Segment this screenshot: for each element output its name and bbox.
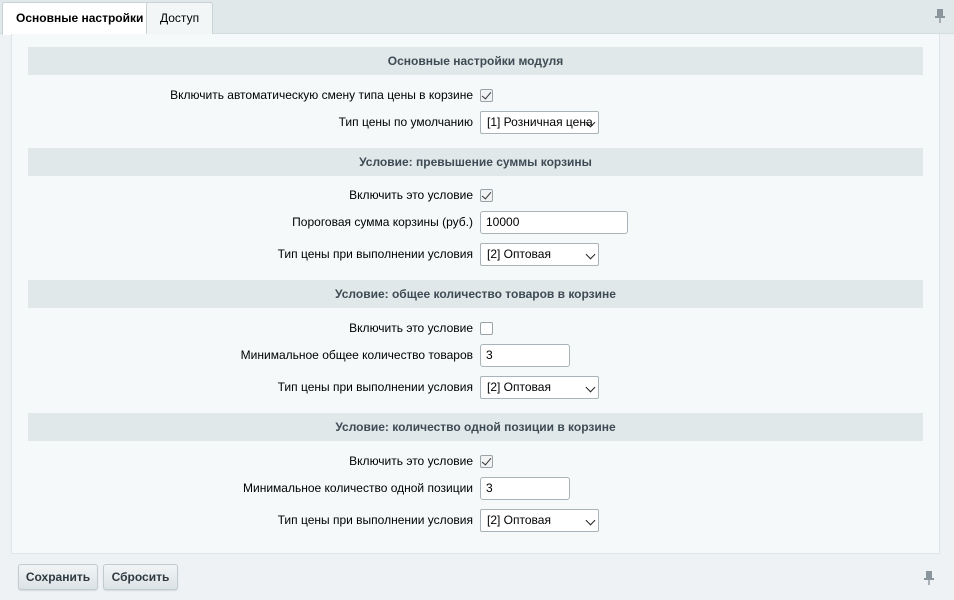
settings-panel bbox=[11, 34, 940, 554]
cart-sum-price-label: Тип цены при выполнении условия bbox=[277, 247, 473, 261]
total-qty-label: Минимальное общее количество товаров bbox=[240, 348, 473, 362]
default-price-select[interactable] bbox=[480, 111, 599, 134]
default-price-row bbox=[12, 111, 941, 133]
threshold-input[interactable]: 10000 bbox=[480, 211, 628, 234]
section-header-single-item-qty: Условие: количество одной позиции в корзине bbox=[28, 413, 923, 441]
single-qty-enable-checkbox[interactable] bbox=[480, 455, 493, 468]
single-qty-enable-label: Включить это условие bbox=[349, 454, 473, 468]
single-qty-input[interactable]: 3 bbox=[480, 477, 570, 500]
single-qty-price-select[interactable] bbox=[480, 509, 599, 532]
single-qty-enable-row bbox=[12, 450, 941, 472]
pin-icon[interactable] bbox=[922, 570, 936, 586]
total-qty-enable-label: Включить это условие bbox=[349, 321, 473, 335]
chevron-down-icon bbox=[586, 383, 596, 393]
threshold-label: Пороговая сумма корзины (руб.) bbox=[292, 215, 473, 229]
cart-sum-enable-checkbox[interactable] bbox=[480, 189, 493, 202]
section-header-cart-sum: Условие: превышение суммы корзины bbox=[28, 148, 923, 176]
total-qty-enable-row bbox=[12, 317, 941, 339]
section-header-total-qty: Условие: общее количество товаров в корзине bbox=[28, 280, 923, 308]
auto-switch-row bbox=[12, 84, 941, 106]
total-qty-price-label: Тип цены при выполнении условия bbox=[277, 380, 473, 394]
cart-sum-enable-row bbox=[12, 184, 941, 206]
default-price-label: Тип цены по умолчанию bbox=[338, 115, 473, 129]
tab-access[interactable]: Доступ bbox=[146, 2, 213, 34]
tab-main-settings[interactable]: Основные настройки bbox=[2, 2, 157, 35]
total-qty-row bbox=[12, 344, 941, 366]
reset-button[interactable]: Сбросить bbox=[103, 564, 178, 590]
total-qty-price-row bbox=[12, 376, 941, 398]
single-qty-row bbox=[12, 477, 941, 499]
single-qty-price-value: [2] Оптовая bbox=[487, 513, 551, 527]
single-qty-price-label: Тип цены при выполнении условия bbox=[277, 513, 473, 527]
default-price-value: [1] Розничная цена bbox=[487, 115, 593, 129]
pin-icon[interactable] bbox=[933, 8, 947, 24]
total-qty-price-select[interactable] bbox=[480, 376, 599, 399]
chevron-down-icon bbox=[586, 250, 596, 260]
single-qty-price-row bbox=[12, 509, 941, 531]
total-qty-enable-checkbox[interactable] bbox=[480, 322, 493, 335]
save-button[interactable]: Сохранить bbox=[18, 564, 98, 590]
tab-bar bbox=[0, 0, 954, 34]
single-qty-label: Минимальное количество одной позиции bbox=[243, 481, 473, 495]
cart-sum-price-value: [2] Оптовая bbox=[487, 247, 551, 261]
cart-sum-enable-label: Включить это условие bbox=[349, 188, 473, 202]
total-qty-input[interactable]: 3 bbox=[480, 344, 570, 367]
cart-sum-price-row bbox=[12, 243, 941, 265]
chevron-down-icon bbox=[586, 516, 596, 526]
total-qty-price-value: [2] Оптовая bbox=[487, 380, 551, 394]
auto-switch-checkbox[interactable] bbox=[480, 89, 493, 102]
auto-switch-label: Включить автоматическую смену типа цены в корзине bbox=[170, 88, 473, 102]
cart-sum-price-select[interactable] bbox=[480, 243, 599, 266]
section-header-module-settings: Основные настройки модуля bbox=[28, 47, 923, 75]
threshold-row bbox=[12, 211, 941, 233]
